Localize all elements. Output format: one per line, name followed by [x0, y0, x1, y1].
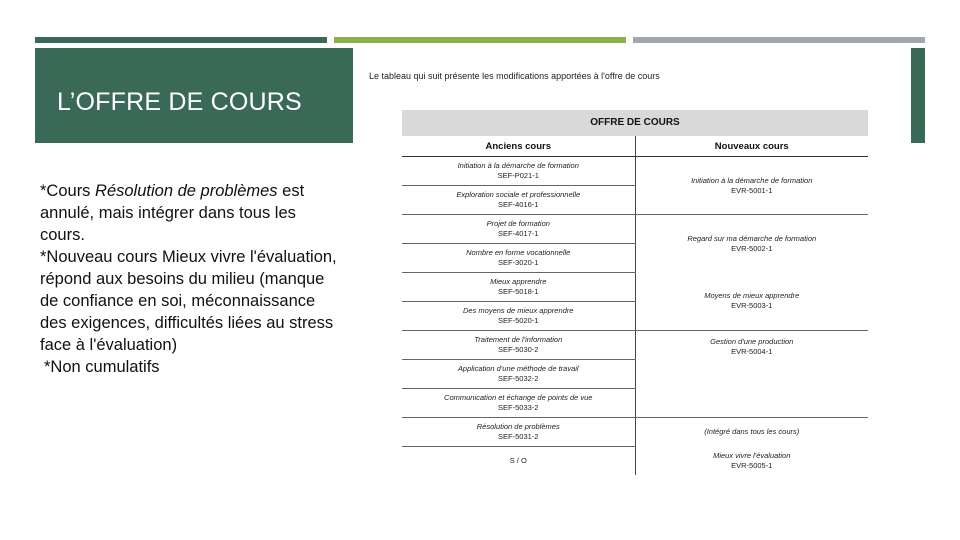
new-course-cell: Regard sur ma démarche de formation EVR-5002-1 — [687, 233, 817, 253]
slide-body — [40, 180, 345, 378]
column-header-old: Anciens cours — [402, 136, 635, 157]
course-offer-table — [402, 110, 868, 475]
title-panel — [35, 48, 353, 143]
new-course-cell: Mieux vivre l'évaluation EVR-5005-1 — [713, 450, 791, 470]
slide-title: L’OFFRE DE COURS — [57, 88, 302, 116]
old-course-cell: Résolution de problèmes SEF-5031-2 — [402, 418, 635, 447]
top-accent-bar-green — [334, 37, 626, 43]
top-accent-bar-gray — [633, 37, 925, 43]
body-line-2: *Nouveau cours Mieux vivre l'évaluation, répond aux besoins du milieu (manque de confiance en soi, méconnaissance des exigences, difficultés liées au stress face à l'évaluation) — [40, 248, 337, 354]
table-caption: Le tableau qui suit présente les modifications apportées à l'offre de cours — [369, 71, 660, 81]
old-course-cell: Traitement de l'information SEF-5030-2 — [402, 331, 635, 360]
right-accent-bar — [911, 48, 925, 143]
old-course-cell: Des moyens de mieux apprendre SEF-5020-1 — [402, 302, 635, 331]
top-accent-bar-dark — [35, 37, 327, 43]
old-course-cell: Projet de formation SEF-4017-1 — [402, 215, 635, 244]
old-course-cell: Nombre en forme vocationnelle SEF-3020-1 — [402, 244, 635, 273]
new-course-cell: Initiation à la démarche de formation EVR-5001-1 — [635, 157, 868, 215]
column-header-new: Nouveaux cours — [635, 136, 868, 157]
old-course-cell: Mieux apprendre SEF-5018-1 — [402, 273, 635, 302]
old-course-cell: Application d'une méthode de travail SEF-5032-2 — [402, 360, 635, 389]
new-course-cell: Gestion d'une production EVR-5004-1 — [710, 337, 794, 356]
table-title: OFFRE DE COURS — [402, 110, 868, 136]
course-table — [402, 136, 868, 475]
old-course-cell: S / O — [402, 447, 635, 476]
new-course-cell: Moyens de mieux apprendre EVR-5003-1 — [635, 273, 868, 331]
old-course-cell: Communication et échange de points de vue SEF-5033-2 — [402, 389, 635, 418]
new-course-cell: (Intégré dans tous les cours) — [635, 418, 868, 447]
body-line-3: *Non cumulatifs — [44, 358, 160, 376]
cancelled-course-name: Résolution de problèmes — [95, 182, 278, 200]
old-course-cell: Exploration sociale et professionnelle SEF-4016-1 — [402, 186, 635, 215]
old-course-cell: Initiation à la démarche de formation SEF-P021-1 — [402, 157, 635, 186]
body-line-1: *Cours Résolution de problèmes est annulé, mais intégrer dans tous les cours. — [40, 182, 305, 244]
